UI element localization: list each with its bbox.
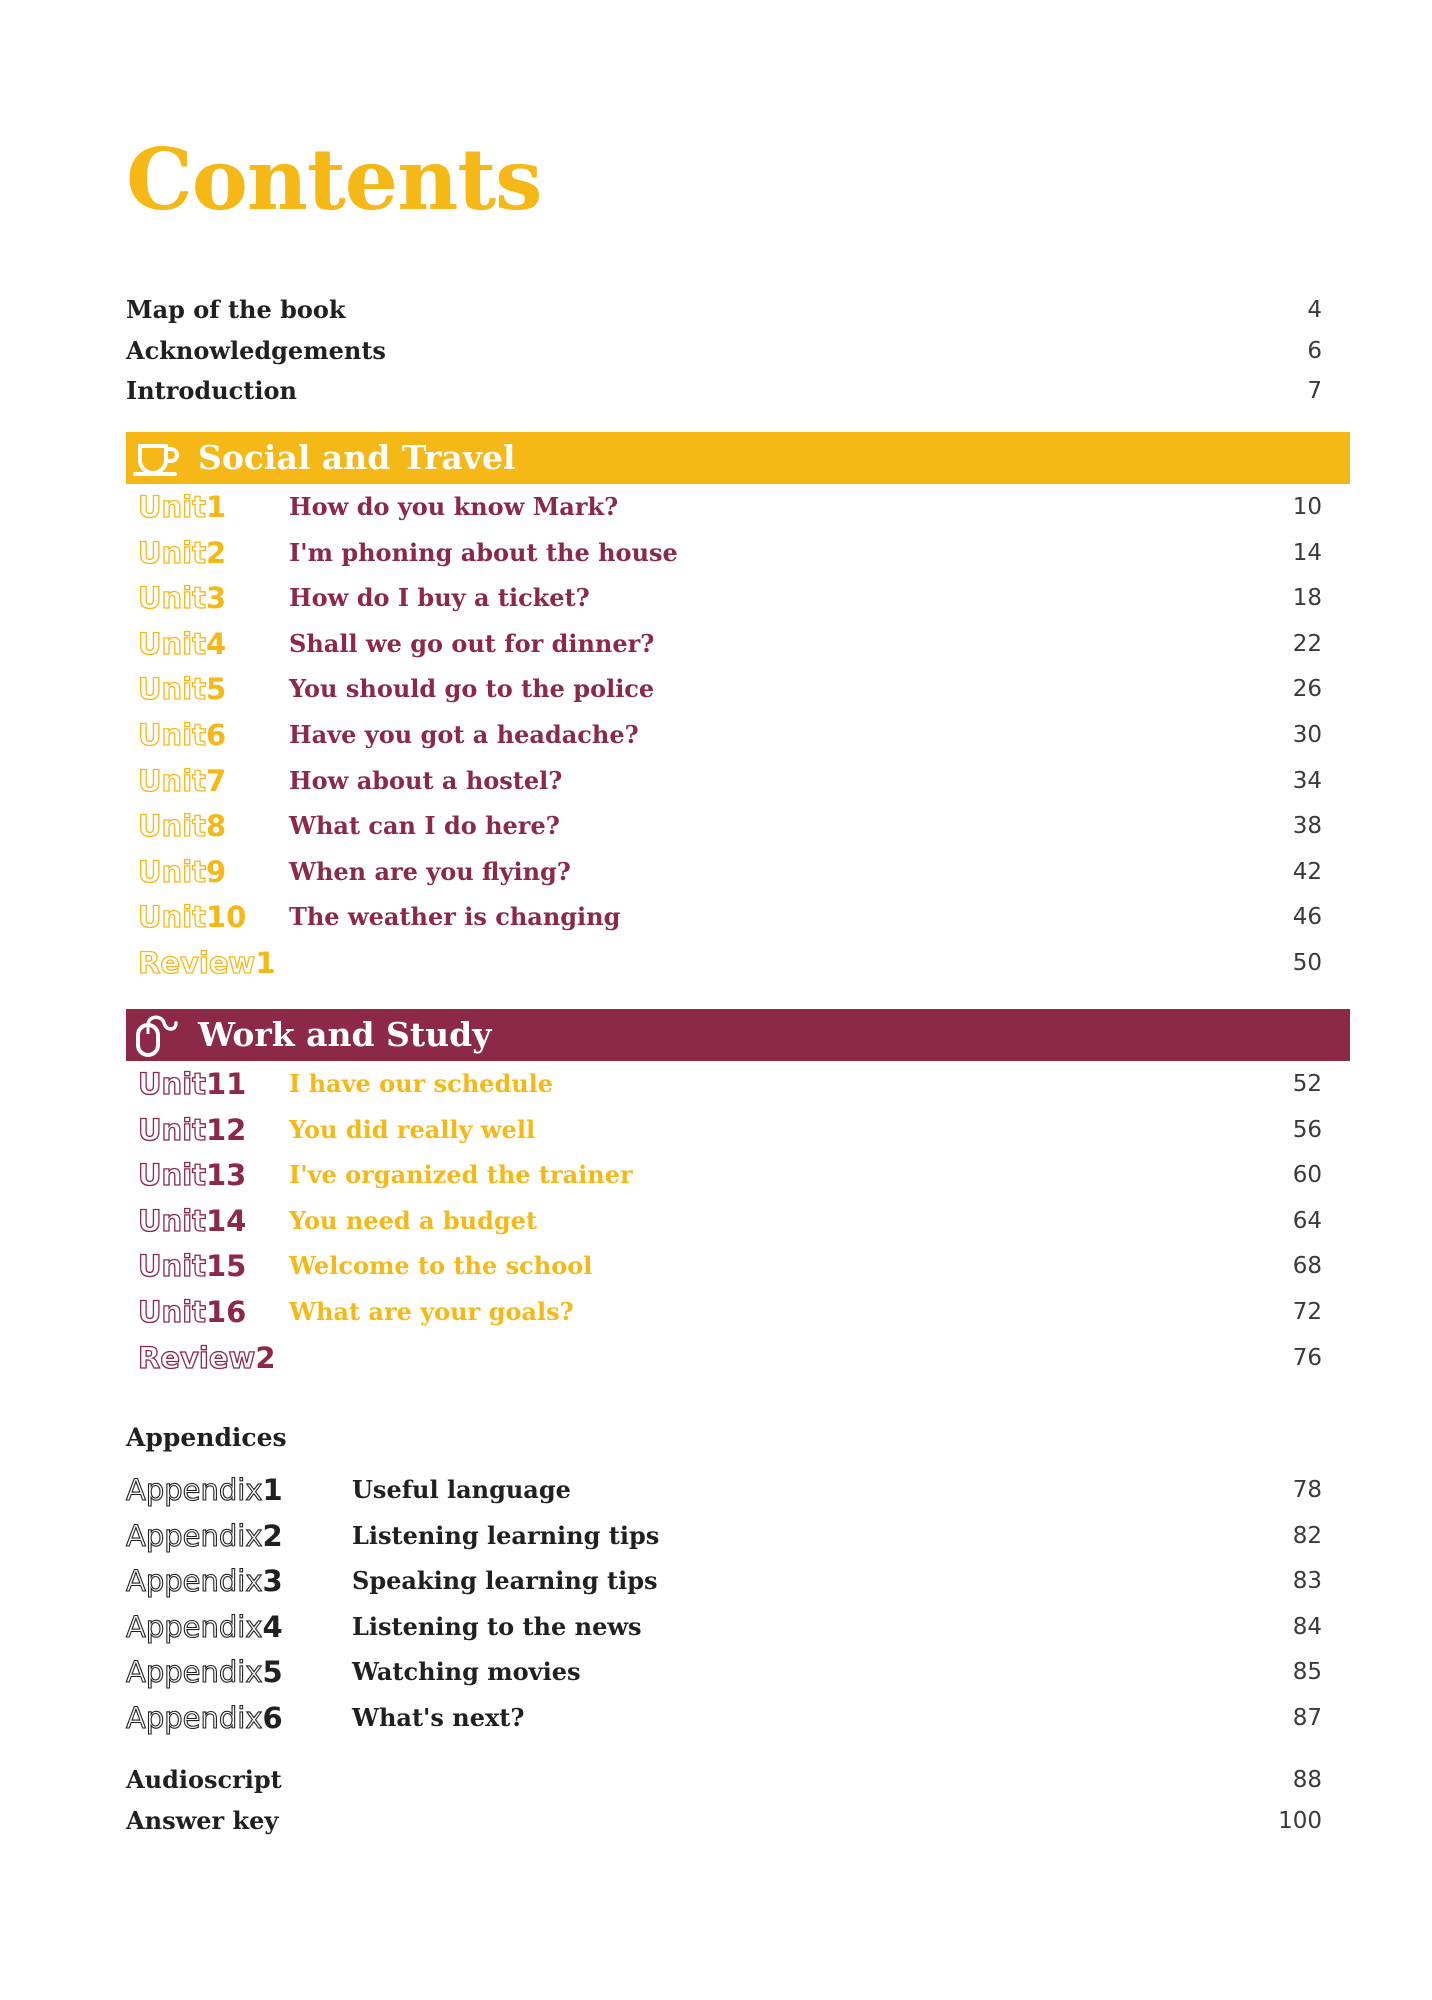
unit-entry[interactable] [126,1155,1322,1195]
unit-title: I have our schedule [289,1069,554,1098]
appendix-number: 2 [262,1518,283,1553]
unit-word: Unit [138,1249,206,1284]
unit-number: 13 [206,1158,247,1193]
unit-entry[interactable] [126,533,1322,573]
unit-number: 11 [206,1067,247,1101]
unit-label [138,1246,246,1288]
toc-entry[interactable] [126,331,1322,371]
unit-number: 6 [206,718,227,752]
unit-number: 8 [206,809,227,844]
cup-icon [132,436,180,480]
unit-number: 1 [206,490,227,524]
unit-word: Unit [138,581,206,616]
unit-word: Unit [138,763,206,798]
unit-word: Review [138,946,256,980]
toc-entry-page-number: 88 [1292,1767,1322,1793]
page-number: 84 [1292,1613,1322,1640]
unit-number: 12 [206,1112,247,1147]
appendix-number: 3 [262,1564,283,1599]
appendix-word: Appendix [126,1473,263,1507]
unit-entry[interactable] [126,1110,1322,1150]
unit-number: 10 [206,900,247,935]
unit-title: How about a hostel? [289,765,563,795]
toc-entry-page-number: 7 [1307,378,1322,404]
unit-word: Unit [138,900,206,935]
appendix-entry[interactable] [126,1607,1322,1647]
appendix-title: Speaking learning tips [352,1566,658,1596]
unit-word: Unit [138,718,206,752]
page-number: 87 [1292,1705,1322,1731]
appendix-title: What's next? [352,1703,525,1732]
unit-entry[interactable] [126,669,1322,709]
unit-word: Unit [138,809,206,844]
appendix-title: Listening to the news [352,1611,642,1641]
appendix-word: Appendix [126,1655,263,1690]
appendix-label [126,1516,283,1558]
unit-label [138,1201,246,1243]
unit-label [138,1064,246,1106]
page-number: 42 [1292,858,1322,885]
page-number: 50 [1292,950,1322,976]
unit-number: 3 [206,581,227,616]
appendix-number: 4 [262,1609,283,1644]
page-number: 10 [1292,494,1322,520]
unit-number: 16 [206,1295,247,1329]
page-number: 30 [1292,722,1322,748]
unit-entry[interactable] [126,578,1322,618]
page-number: 56 [1292,1116,1322,1143]
unit-title: Have you got a headache? [289,720,639,749]
page-number: 64 [1292,1207,1322,1234]
unit-word: Unit [138,854,206,889]
toc-entry[interactable] [126,1760,1322,1800]
unit-number: 2 [255,1340,276,1375]
toc-entry[interactable] [126,371,1322,411]
unit-entry[interactable] [126,897,1322,937]
unit-label [138,761,226,803]
unit-title: How do you know Mark? [289,492,619,521]
unit-number: 9 [206,854,227,889]
toc-entry[interactable] [126,290,1322,330]
unit-label [138,624,226,666]
unit-title: Shall we go out for dinner? [289,628,655,658]
unit-title: When are you flying? [289,856,571,886]
section-title: Social and Travel [198,438,516,477]
page-number: 46 [1292,904,1322,931]
appendix-word: Appendix [126,1609,263,1644]
appendix-label [126,1652,283,1694]
unit-entry[interactable] [126,1201,1322,1241]
toc-entry-label: Audioscript [126,1765,282,1794]
appendix-title: Useful language [352,1475,571,1504]
unit-number: 15 [206,1249,247,1284]
unit-word: Review [138,1340,256,1375]
appendix-title: Watching movies [352,1657,581,1687]
unit-title: You should go to the police [289,674,655,704]
unit-label [138,487,226,529]
unit-title: The weather is changing [289,902,621,932]
appendix-entry[interactable] [126,1516,1322,1556]
appendices-heading: Appendices [126,1423,287,1452]
appendix-label [126,1698,283,1740]
page-number: 26 [1292,676,1322,703]
unit-label [138,852,226,894]
unit-word: Unit [138,1158,206,1193]
unit-label [138,1292,246,1334]
toc-entry-label: Introduction [126,376,297,405]
unit-label [138,1338,276,1380]
unit-label [138,897,246,939]
unit-entry[interactable] [126,715,1322,755]
section-banner [126,1009,1350,1061]
unit-entry[interactable] [126,852,1322,892]
unit-entry[interactable] [126,1292,1322,1332]
toc-entry[interactable] [126,1801,1322,1841]
section-title: Work and Study [198,1015,492,1054]
page-number: 52 [1292,1071,1322,1097]
unit-word: Unit [138,1295,206,1329]
unit-label [138,943,276,985]
unit-number: 1 [255,946,276,980]
appendix-word: Appendix [126,1701,263,1735]
toc-entry-page-number: 6 [1307,337,1322,364]
unit-label [138,669,226,711]
page-title: Contents [126,130,542,229]
unit-number: 5 [206,672,227,707]
page-number: 78 [1292,1477,1322,1503]
unit-entry[interactable] [126,1246,1322,1286]
unit-label [138,578,226,620]
unit-word: Unit [138,1112,206,1147]
mouse-icon [132,1013,180,1057]
section-banner [126,432,1350,484]
unit-word: Unit [138,626,206,661]
unit-title: What are your goals? [289,1297,574,1326]
unit-label [138,806,226,848]
unit-number: 7 [206,763,227,798]
unit-label [138,715,226,757]
page-number: 22 [1292,630,1322,657]
unit-word: Unit [138,535,206,570]
unit-word: Unit [138,1067,206,1101]
page-number: 14 [1292,539,1322,566]
unit-word: Unit [138,490,206,524]
toc-entry-page-number: 4 [1307,297,1322,323]
page-number: 60 [1292,1162,1322,1189]
unit-entry[interactable] [126,1064,1322,1104]
unit-title: What can I do here? [289,811,560,841]
appendix-title: Listening learning tips [352,1520,660,1550]
appendix-number: 6 [262,1701,283,1735]
appendix-label [126,1607,283,1649]
unit-label [138,533,226,575]
unit-title: You need a budget [289,1205,538,1235]
unit-number: 14 [206,1203,247,1238]
unit-number: 2 [206,535,227,570]
unit-entry[interactable] [126,806,1322,846]
page-number: 82 [1292,1522,1322,1549]
page-number: 38 [1292,813,1322,840]
page-number: 76 [1292,1344,1322,1371]
toc-entry-page-number: 100 [1278,1808,1322,1834]
page-number: 34 [1292,767,1322,794]
page-number: 83 [1292,1568,1322,1595]
toc-entry-label: Answer key [126,1806,279,1835]
appendix-entry[interactable] [126,1561,1322,1601]
toc-entry-label: Acknowledgements [126,335,386,365]
unit-title: You did really well [289,1114,536,1144]
unit-entry[interactable] [126,761,1322,801]
unit-title: How do I buy a ticket? [289,583,590,613]
unit-entry[interactable] [126,624,1322,664]
appendix-entry[interactable] [126,1698,1322,1738]
toc-entry-label: Map of the book [126,295,346,324]
unit-label [138,1155,246,1197]
unit-entry[interactable] [126,487,1322,527]
unit-number: 4 [206,626,227,661]
page-number: 85 [1292,1659,1322,1686]
appendix-label [126,1561,283,1603]
unit-label [138,1110,246,1152]
unit-word: Unit [138,1203,206,1238]
appendix-entry[interactable] [126,1652,1322,1692]
appendix-number: 5 [262,1655,283,1690]
unit-title: Welcome to the school [289,1251,593,1281]
review-entry[interactable] [126,1338,1322,1378]
appendix-label [126,1470,283,1512]
unit-word: Unit [138,672,206,707]
unit-title: I'm phoning about the house [289,537,678,567]
appendix-number: 1 [262,1473,283,1507]
review-entry[interactable] [126,943,1322,983]
page-number: 18 [1292,585,1322,612]
unit-title: I've organized the trainer [289,1160,633,1190]
page-number: 68 [1292,1253,1322,1280]
appendix-word: Appendix [126,1564,263,1599]
appendix-entry[interactable] [126,1470,1322,1510]
page-number: 72 [1292,1299,1322,1325]
appendix-word: Appendix [126,1518,263,1553]
